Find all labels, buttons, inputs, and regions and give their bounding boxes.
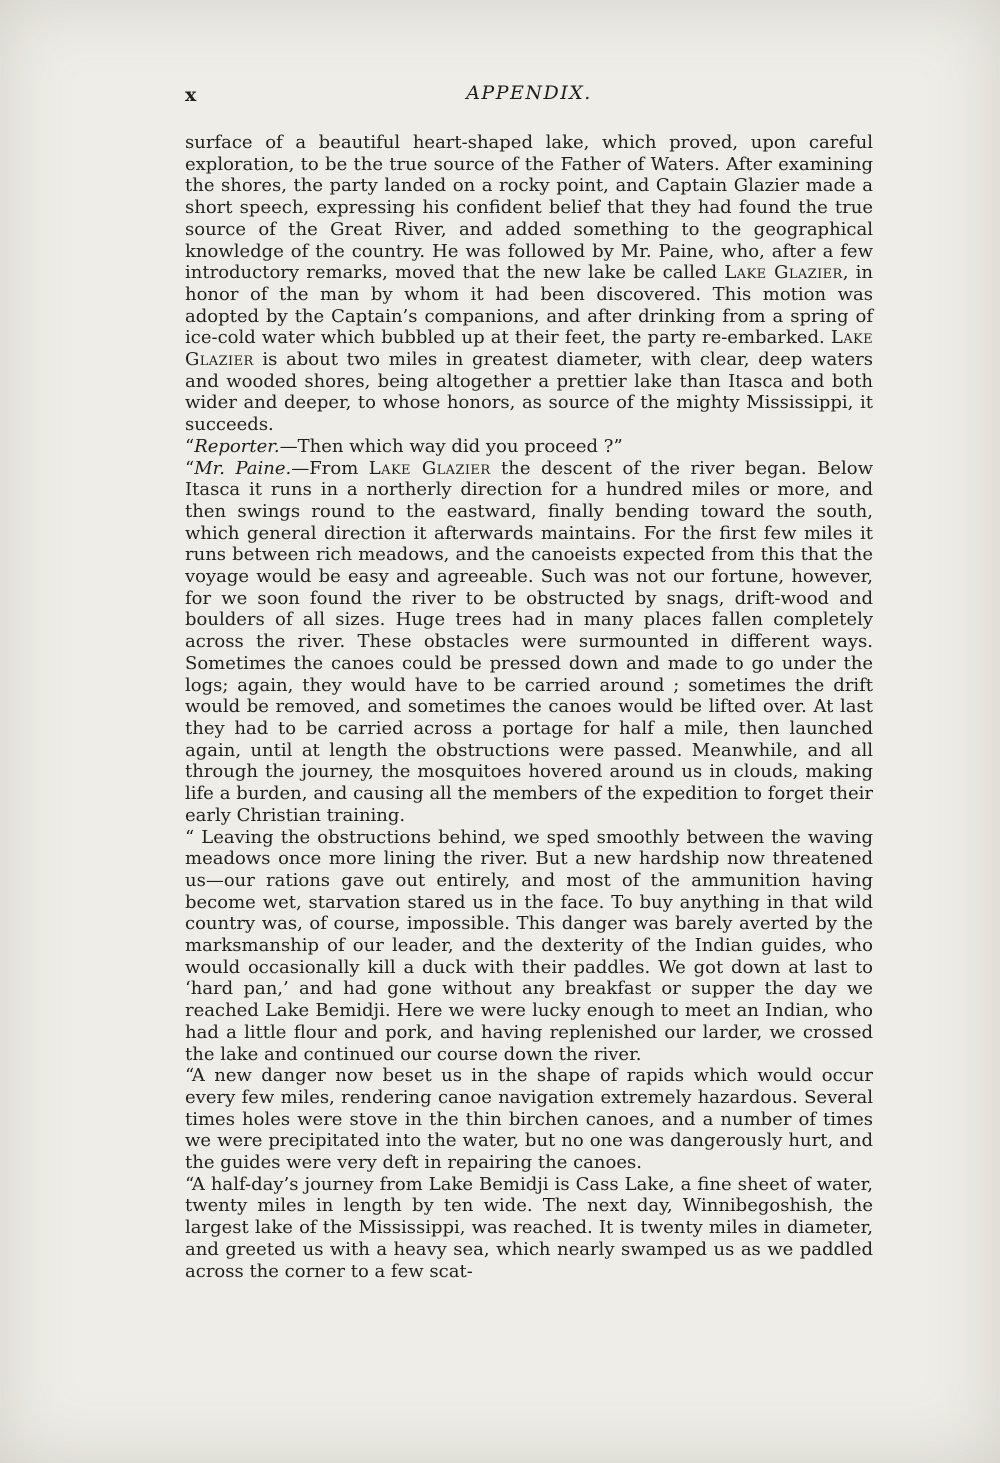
text-segment: “ <box>185 435 195 457</box>
paragraph <box>185 827 873 1066</box>
text-segment: “ Leaving the obstructions behind, we sped smoothly between the waving meadows once more lining the river. But a new hardship now threatened us—our rations gave out entirely, and most of the ammunition having become wet, starvation stared us in the face. To buy anything in that wild country was, of course, impossible. This danger was barely averted by the marksmanship of our leader, and the dexterity of the Indian guides, who would occasionally kill a duck with their paddles. We got down at last to ‘hard pan,’ and had gone without any breakfast or supper the day we reached Lake Bemidji. Here we were lucky enough to meet an Indian, who had a little flour and pork, and having replenished our larder, we crossed the lake and continued our course down the river. <box>185 826 873 1065</box>
text-segment: “ <box>185 457 195 479</box>
paragraph <box>185 458 873 827</box>
text-segment: —Then which way did you proceed ?” <box>279 435 623 457</box>
text-segment: is about two miles in greatest diameter, with clear, deep waters and wooded shores, being altogether a prettier lake than Itasca and both wider and deeper, to whose honors, as source of the mighty Mississippi, it succeeds. <box>185 349 873 436</box>
text-segment-smallcaps: Lake Glazier <box>185 327 873 371</box>
paragraph <box>185 1065 873 1174</box>
page-header <box>185 82 873 108</box>
text-segment-italic: Reporter. <box>194 435 280 457</box>
running-title: APPENDIX. <box>466 82 592 104</box>
text-segment: the descent of the river began. Below Itasca it runs in a northerly direction for a hundred miles or more, and then swings round to the eastward, finally bending toward the south, which general direction it afterwards maintains. For the first few miles it runs between rich meadows, and the canoeists expected from this that the voyage would be easy and agreeable. Such was not our fortune, however, for we soon found the river to be obstructed by snags, drift-wood and boulders of all sizes. Huge trees had in many places fallen completely across the river. These obstacles were surmounted in different ways. Sometimes the canoes could be pressed down and made to go under the logs; again, they would have to be carried around ; sometimes the drift would be removed, and sometimes the canoes would be lifted over. At last they had to be carried across a portage for half a mile, then launched again, until at length the obstructions were passed. Meanwhile, and all through the journey, the mosquitoes hovered around us in clouds, making life a burden, and causing all the members of the expedition to forget their early Christian training. <box>185 457 873 826</box>
text-segment: , in honor of the man by whom it had been discovered. This motion was adopted by the Captain’s companions, and after drinking from a spring of ice-cold water which bubbled up at their feet, the party re-embarked. <box>185 262 874 349</box>
text-segment-italic: Mr. Paine. <box>194 457 292 479</box>
page-body <box>185 132 873 1282</box>
paragraph <box>185 1174 873 1283</box>
text-segment: —From <box>291 457 369 479</box>
page-number: x <box>185 84 197 106</box>
paragraph <box>185 436 873 458</box>
text-segment-smallcaps: Lake Glazier <box>368 457 491 479</box>
paragraph <box>185 132 873 436</box>
text-segment-smallcaps: Lake Glazier <box>724 262 843 284</box>
text-segment: “A half-day’s journey from Lake Bemidji is Cass Lake, a fine sheet of water, twenty miles in length by ten wide. The next day, Winnibegoshish, the largest lake of the Mississippi, was reached. It is twenty miles in diameter, and greeted us with a heavy sea, which nearly swamped us as we paddled across the corner to a few scat- <box>185 1173 873 1282</box>
text-segment: surface of a beautiful heart-shaped lake, which proved, upon careful exploration, to be the true source of the Father of Waters. After examining the shores, the party landed on a rocky point, and Captain Glazier made a short speech, expressing his confident belief that they had found the true source of the Great River, and added something to the geographical knowledge of the country. He was followed by Mr. Paine, who, after a few introductory remarks, moved that the new lake be called <box>185 132 873 284</box>
text-segment: “A new danger now beset us in the shape of rapids which would occur every few miles, rendering canoe navigation extremely hazardous. Several times holes were stove in the thin birchen canoes, and a number of times we were precipitated into the water, but no one was dangerously hurt, and the guides were very deft in repairing the canoes. <box>185 1065 873 1174</box>
